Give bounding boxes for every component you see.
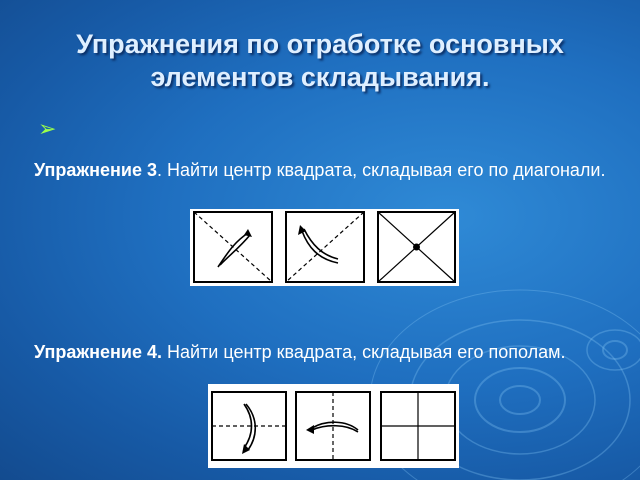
curved-arrow-icon-2 <box>302 229 338 263</box>
arrow-head-4 <box>306 425 314 434</box>
exercise-4-heading: Упражнение 4. <box>34 342 162 362</box>
exercise-4-description: Найти центр квадрата, складывая его пополам. <box>162 342 566 362</box>
exercise-3-text <box>34 158 624 182</box>
curved-arrow-icon-4 <box>312 422 358 432</box>
exercise-3-heading: Упражнение 3 <box>34 160 157 180</box>
slide-title <box>0 28 640 94</box>
exercise-3-description: . Найти центр квадрата, складывая его по диагонали. <box>157 160 606 180</box>
arrow-bullet-icon: ➢ <box>38 116 57 141</box>
title-line-2: элементов складывания. <box>150 62 490 92</box>
curved-arrow-icon-3 <box>244 404 255 450</box>
exercise-4-diagram <box>208 384 459 468</box>
title-line-1: Упражнения по отработке основных <box>76 29 564 59</box>
exercise-3-diagram <box>190 209 459 286</box>
diagonal-fold-line-2 <box>286 212 364 282</box>
exercise-4-text <box>34 340 624 364</box>
arrow-head-2 <box>298 225 306 235</box>
center-point <box>413 244 420 251</box>
